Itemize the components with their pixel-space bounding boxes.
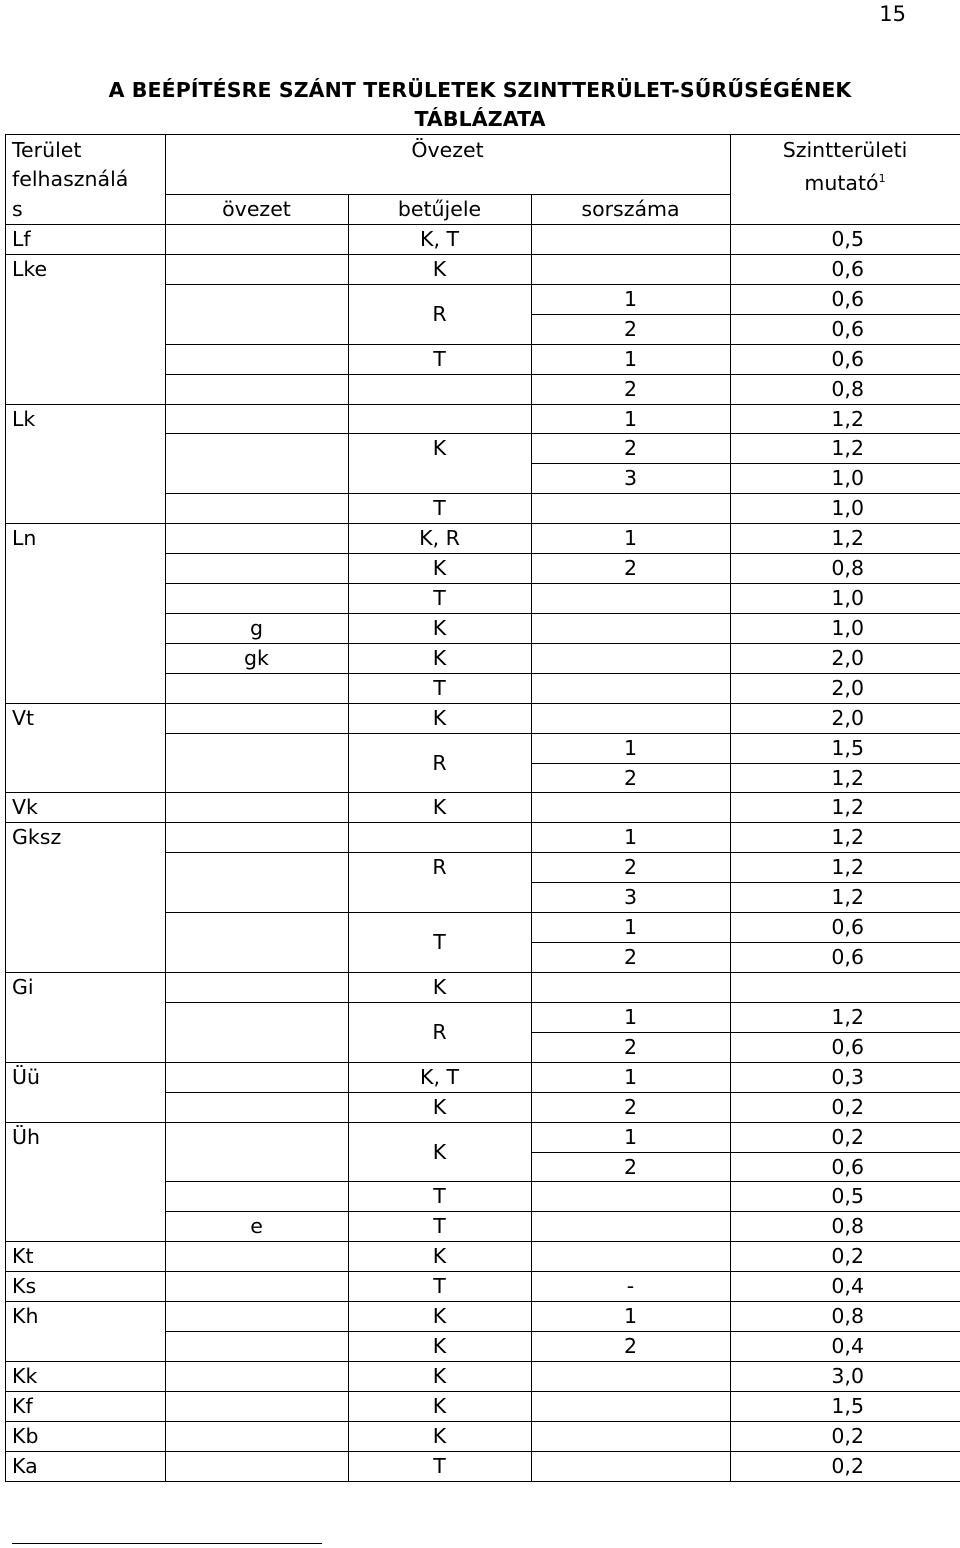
- cell-index: 0,6: [831, 915, 864, 940]
- cell-number: 2: [623, 1034, 638, 1059]
- table-rule: [165, 673, 960, 674]
- cell-index: 0,2: [831, 1094, 864, 1119]
- cell-letter: K, T: [420, 1064, 459, 1089]
- header-land-use-line-1: Terület: [12, 138, 82, 162]
- cell-index: 0,2: [831, 1453, 864, 1478]
- cell-index: 1,0: [831, 496, 864, 521]
- cell-letter: T: [433, 1184, 446, 1209]
- cell-letter: K: [432, 1094, 447, 1119]
- table-rule: [531, 763, 960, 764]
- table-rule: [531, 314, 960, 315]
- cell-index: 0,3: [831, 1064, 864, 1089]
- cell-index: 1,2: [831, 765, 864, 790]
- header-number: sorszáma: [581, 197, 680, 221]
- table-rule: [5, 224, 960, 225]
- cell-zone: e: [250, 1214, 263, 1239]
- cell-letter: K: [432, 645, 447, 670]
- table-rule: [531, 194, 532, 1481]
- cell-number: 1: [623, 1004, 638, 1029]
- cell-index: 0,8: [831, 1214, 864, 1239]
- cell-land-use: Gksz: [12, 825, 62, 850]
- cell-letter: R: [432, 855, 447, 880]
- table-rule: [165, 284, 960, 285]
- table-rule: [5, 1122, 960, 1123]
- cell-land-use: Ks: [12, 1274, 37, 1299]
- cell-index: 0,8: [831, 556, 864, 581]
- cell-letter: T: [433, 675, 446, 700]
- cell-index: 1,2: [831, 526, 864, 551]
- cell-land-use: Lke: [12, 256, 48, 281]
- cell-land-use: Ln: [12, 526, 37, 551]
- cell-land-use: Lk: [12, 406, 36, 431]
- table-rule: [165, 583, 960, 584]
- cell-number: 2: [623, 945, 638, 970]
- cell-index: 1,5: [831, 735, 864, 760]
- table-rule: [5, 404, 960, 405]
- cell-index: 3,0: [831, 1363, 864, 1388]
- table-rule: [531, 942, 960, 943]
- table-rule: [165, 433, 960, 434]
- cell-number: 2: [623, 1334, 638, 1359]
- table-rule: [165, 1211, 960, 1212]
- cell-index: 0,2: [831, 1423, 864, 1448]
- footnote-separator: [12, 1543, 322, 1544]
- cell-number: 1: [623, 735, 638, 760]
- cell-letter: R: [432, 301, 447, 326]
- cell-land-use: Lf: [12, 227, 31, 251]
- table-rule: [165, 493, 960, 494]
- table-rule: [165, 912, 960, 913]
- cell-index: 0,6: [831, 316, 864, 341]
- cell-land-use: Kb: [12, 1423, 39, 1448]
- cell-index: 0,6: [831, 1034, 864, 1059]
- cell-letter: T: [433, 1274, 446, 1299]
- cell-number: 1: [623, 346, 638, 371]
- cell-index: 1,0: [831, 466, 864, 491]
- cell-land-use: Üh: [12, 1124, 40, 1149]
- table-rule: [165, 374, 960, 375]
- cell-index: 1,2: [831, 795, 864, 820]
- cell-number: 3: [623, 885, 638, 910]
- title-line-2: TÁBLÁZATA: [414, 107, 546, 131]
- table-rule: [165, 553, 960, 554]
- table-rule: [165, 1002, 960, 1003]
- header-zone-sub: övezet: [222, 197, 291, 221]
- header-index-line-1: Szintterületi: [782, 138, 908, 162]
- cell-number: 1: [623, 1304, 638, 1329]
- cell-index: 0,2: [831, 1244, 864, 1269]
- cell-letter: R: [432, 750, 447, 775]
- cell-number: 1: [623, 526, 638, 551]
- header-index-label: mutató: [804, 170, 879, 195]
- cell-letter: K: [432, 556, 447, 581]
- header-land-use-line-3: s: [12, 197, 23, 221]
- cell-letter: K: [432, 615, 447, 640]
- cell-index: 0,4: [831, 1274, 864, 1299]
- cell-index: 2,0: [831, 675, 864, 700]
- cell-letter: R: [432, 1019, 447, 1044]
- table-rule: [165, 1331, 960, 1332]
- header-zone: Övezet: [411, 138, 484, 162]
- cell-letter: T: [433, 1453, 446, 1478]
- table-rule: [531, 1152, 960, 1153]
- cell-land-use: Kt: [12, 1244, 34, 1269]
- cell-index: 0,4: [831, 1334, 864, 1359]
- cell-index: 2,0: [831, 705, 864, 730]
- cell-zone: g: [249, 615, 263, 640]
- cell-letter: K: [432, 975, 447, 999]
- cell-land-use: Vt: [12, 705, 35, 730]
- cell-index: 2,0: [831, 645, 864, 670]
- cell-index: 1,2: [831, 885, 864, 910]
- cell-land-use: Ka: [12, 1453, 38, 1478]
- table-rule: [5, 703, 960, 704]
- table-rule: [5, 1391, 960, 1392]
- table-rule: [165, 1181, 960, 1182]
- cell-letter: K: [432, 1304, 447, 1329]
- cell-letter: K, T: [420, 227, 459, 251]
- cell-number: 2: [623, 556, 638, 581]
- cell-letter: K: [432, 256, 447, 281]
- cell-land-use: Kk: [12, 1363, 38, 1388]
- cell-index: 1,5: [831, 1393, 864, 1418]
- cell-number: 3: [623, 466, 638, 491]
- cell-number: 2: [623, 765, 638, 790]
- cell-letter: K: [432, 1334, 447, 1359]
- table-rule: [5, 523, 960, 524]
- cell-letter: K: [432, 1139, 447, 1164]
- table-rule: [5, 1361, 960, 1362]
- cell-number: 2: [623, 316, 638, 341]
- cell-index: 0,5: [831, 1184, 864, 1209]
- cell-number: 1: [623, 286, 638, 311]
- cell-index: 0,2: [831, 1124, 864, 1149]
- table-rule: [531, 463, 960, 464]
- cell-index: 0,6: [831, 1154, 864, 1179]
- cell-index: 1,2: [831, 1004, 864, 1029]
- table-rule: [5, 972, 960, 973]
- table-rule: [5, 1062, 960, 1063]
- table-rule: [5, 1241, 960, 1242]
- cell-index: 0,6: [831, 346, 864, 371]
- page-title: [0, 76, 960, 134]
- cell-index: 1,2: [831, 855, 864, 880]
- cell-number: 1: [623, 406, 638, 431]
- cell-index: 0,6: [831, 286, 864, 311]
- header-index-line-2: [730, 164, 960, 198]
- cell-index: 0,5: [831, 227, 864, 251]
- cell-index: 1,0: [831, 586, 864, 611]
- cell-index: 0,6: [831, 256, 864, 281]
- cell-land-use: Üü: [12, 1064, 40, 1089]
- cell-number: 2: [623, 1154, 638, 1179]
- table-rule: [165, 643, 960, 644]
- cell-letter: K, R: [419, 526, 460, 551]
- cell-index: 0,6: [831, 945, 864, 970]
- title-line-1: A BEÉPÍTÉSRE SZÁNT TERÜLETEK SZINTTERÜLET-SŰRŰSÉGÉNEK: [108, 78, 852, 102]
- cell-index: 1,2: [831, 825, 864, 850]
- table-rule: [5, 1271, 960, 1272]
- cell-letter: T: [433, 586, 446, 611]
- table-rule: [165, 194, 730, 195]
- cell-letter: T: [433, 496, 446, 521]
- cell-index: 0,8: [831, 376, 864, 401]
- table-rule: [5, 792, 960, 793]
- cell-number: 2: [623, 855, 638, 880]
- table-rule: [165, 1092, 960, 1093]
- table-rule: [730, 134, 731, 1481]
- cell-letter: K: [432, 436, 447, 461]
- table-rule: [5, 1451, 960, 1452]
- cell-number: 2: [623, 1094, 638, 1119]
- table-rule: [5, 1481, 960, 1482]
- cell-zone: gk: [244, 645, 269, 670]
- cell-letter: K: [432, 795, 447, 820]
- table-rule: [531, 882, 960, 883]
- table-rule: [531, 1032, 960, 1033]
- footnote-mark: 1: [878, 172, 886, 185]
- cell-letter: K: [432, 705, 447, 730]
- cell-number: 2: [623, 376, 638, 401]
- cell-number: 1: [623, 1064, 638, 1089]
- cell-number: 1: [623, 1124, 638, 1149]
- cell-letter: T: [433, 930, 446, 955]
- cell-number: -: [626, 1274, 635, 1299]
- table-rule: [5, 822, 960, 823]
- cell-letter: K: [432, 1363, 447, 1388]
- table-rule: [5, 134, 6, 1481]
- cell-letter: K: [432, 1244, 447, 1269]
- page-number: 15: [879, 2, 906, 26]
- table-rule: [5, 134, 960, 135]
- cell-land-use: Kh: [12, 1304, 39, 1329]
- cell-number: 1: [623, 825, 638, 850]
- cell-land-use: Kf: [12, 1393, 33, 1418]
- cell-index: 1,2: [831, 436, 864, 461]
- header-land-use-line-2: felhasználá: [12, 167, 129, 191]
- cell-land-use: Vk: [12, 795, 38, 820]
- cell-number: 2: [623, 436, 638, 461]
- table-rule: [165, 344, 960, 345]
- cell-number: 1: [623, 915, 638, 940]
- table-rule: [5, 1421, 960, 1422]
- header-letter: betűjele: [397, 197, 482, 221]
- table-rule: [5, 254, 960, 255]
- cell-index: 1,0: [831, 615, 864, 640]
- cell-land-use: Gi: [12, 975, 34, 999]
- cell-letter: T: [433, 1214, 446, 1239]
- cell-letter: K: [432, 1423, 447, 1448]
- table-rule: [348, 194, 349, 1481]
- table-rule: [165, 613, 960, 614]
- cell-index: 1,2: [831, 406, 864, 431]
- cell-index: 0,8: [831, 1304, 864, 1329]
- cell-letter: T: [433, 346, 446, 371]
- table-rule: [165, 852, 960, 853]
- cell-letter: K: [432, 1393, 447, 1418]
- table-rule: [165, 134, 166, 1481]
- table-rule: [5, 1301, 960, 1302]
- table-rule: [165, 733, 960, 734]
